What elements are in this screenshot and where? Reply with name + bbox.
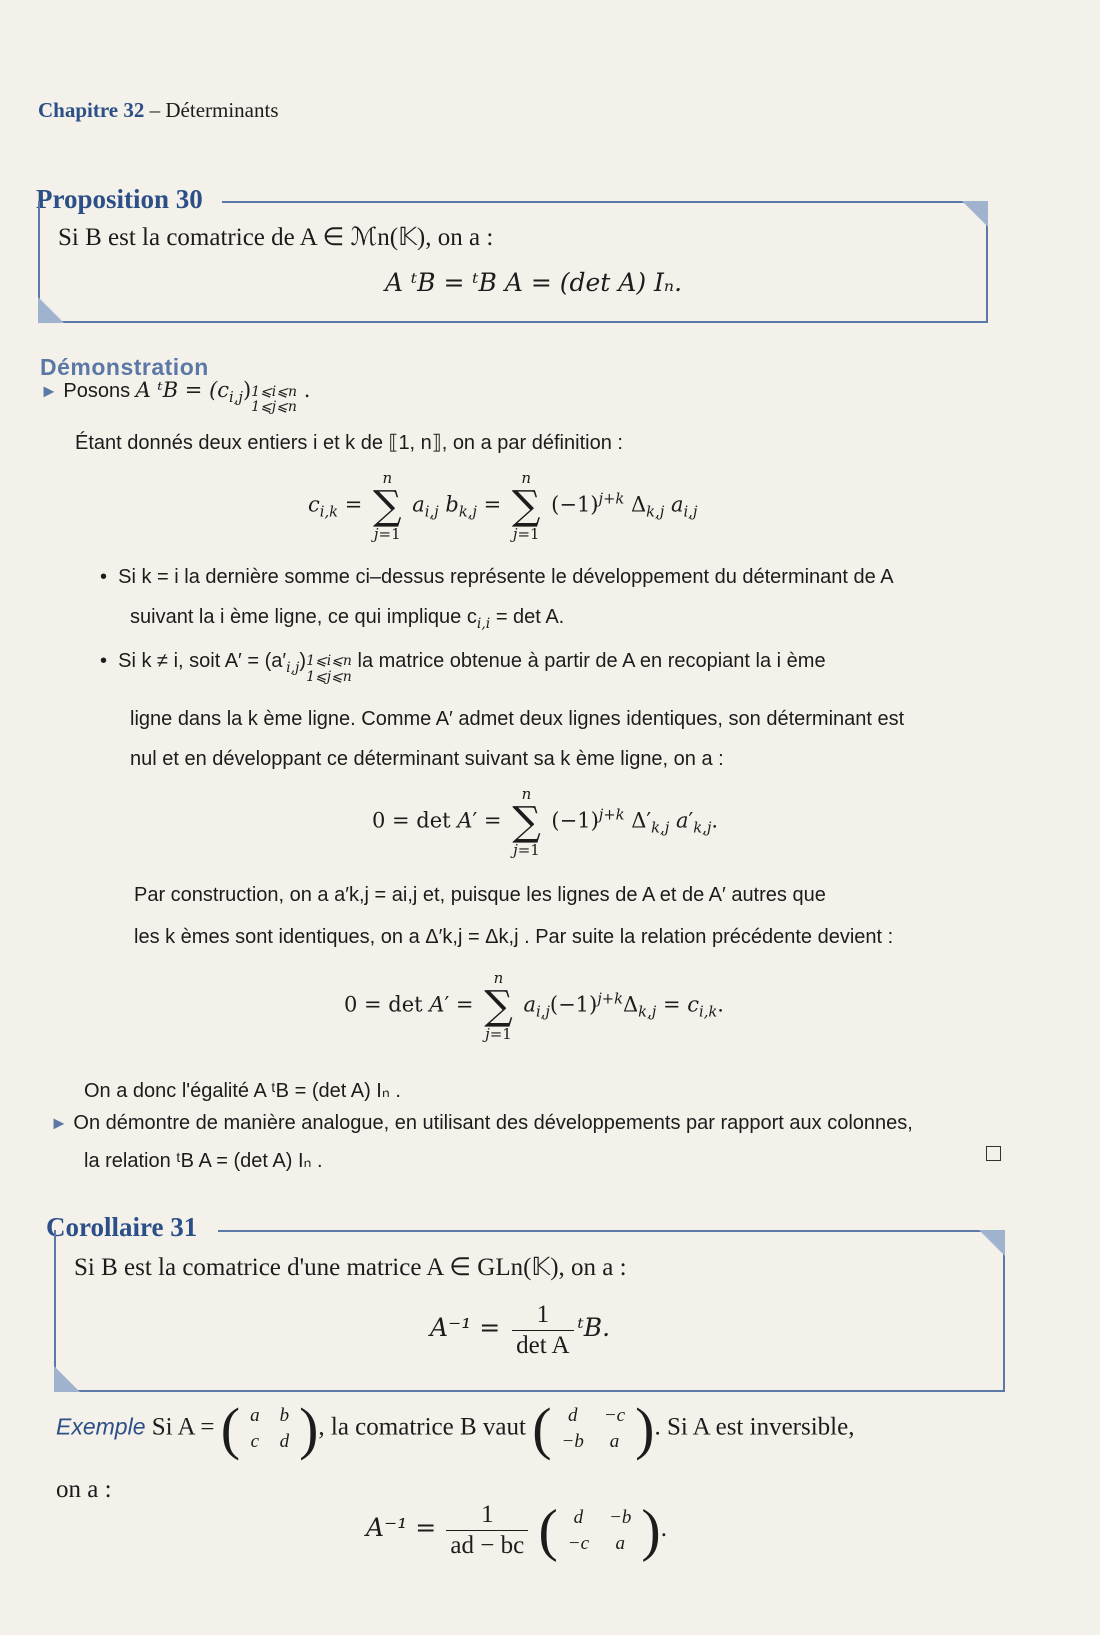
bullet-1-line2: suivant la i ème ligne, ce qui implique $c_{i,i} = \det A$. [130,606,565,632]
bullet-2-line2: ligne dans la k ème ligne. Comme A′ admet deux lignes identiques, son déterminant est [130,708,905,730]
construction-line1: Par construction, on a a′k,j = ai,j et, puisque les lignes de A et de A′ autres que [134,884,826,906]
formula-detA-prime-1: 0 = det A′ = n ∑ j=1 $(-1)^{j+k}$ $\Delta'_{k,j}$ $a'_{k,j}$. [372,785,719,859]
qed-square-icon [986,1146,1001,1161]
chapter-label: Chapitre 32 [38,98,145,122]
arrow-right-icon: ► [40,381,58,401]
example-line: Exemple Si A = ( a b c d ), la comatrice B vaut ( d −c −b a ). Si A est inversible, [56,1396,855,1461]
corollary-statement: Si B est la comatrice d'une matrice A ∈ GLn(𝕂), on a : [74,1254,627,1281]
construction-line2: les k èmes sont identiques, on a Δ′k,j = Δk,j . Par suite la relation précédente devient : [134,926,894,948]
proposition-box [38,201,988,323]
given-text: Étant donnés deux entiers i et k de ⟦1, n⟧, on a par définition : [75,432,623,454]
formula-detA-prime-2: 0 = det A′ = n ∑ j=1 $a_{i,j}(-1)^{j+k}\Delta_{k,j} = c_{i,k}$. [344,969,724,1043]
formula-cik: $c_{i,k}$ = n ∑ j=1 $a_{i,j}$ $b_{k,j}$ = n ∑ j=1 $(-1)^{j+k}$ $\Delta_{k,j}$ $a_{i,j}$ [308,469,698,543]
running-head: Chapitre 32 – Déterminants [38,98,279,122]
analog-line1: ► On démontre de manière analogue, en utilisant des développements par rapport aux colonnes, [50,1112,913,1134]
proposition-title: Proposition 30 [36,184,203,214]
corollary-formula: A⁻¹ = $\frac{1}{\text{det A}}$ ᵗB. [430,1301,611,1359]
proposition-statement: Si B est la comatrice de A ∈ ℳn(𝕂), on a : [58,224,494,251]
example-on-a: on a : [56,1476,112,1503]
bullet-2-line3: nul et en développant ce déterminant suivant sa k ème ligne, on a : [130,748,724,770]
analog-line2: la relation ᵗB A = (det A) Iₙ . [84,1150,323,1172]
demonstration-title: Démonstration [40,354,209,380]
bullet-1: • Si k = i la dernière somme ci–dessus représente le développement du déterminant de A [100,566,894,588]
arrow-right-icon: ► [50,1113,68,1133]
proposition-formula: A ᵗB = ᵗB A = (det A) Iₙ. [385,268,683,297]
bullet-2: • Si k ≠ i, soit $A' = (a'_{i,j})1⩽i⩽n$ 1⩽j⩽n la matrice obtenue à partir de A en recopiant la i ème [100,650,826,685]
corollary-title: Corollaire 31 [46,1212,198,1242]
example-inverse-formula: A⁻¹ = $\frac{1}{ad - bc}$ ( d −b −c a ). [366,1497,667,1563]
step1: ► Posons A ᵗB = $(c_{i,j})1⩽i⩽n$ 1⩽j⩽n . [40,378,311,415]
chapter-title: Déterminants [165,98,279,122]
conclusion-text: On a donc l'égalité A ᵗB = (det A) Iₙ . [84,1080,401,1102]
